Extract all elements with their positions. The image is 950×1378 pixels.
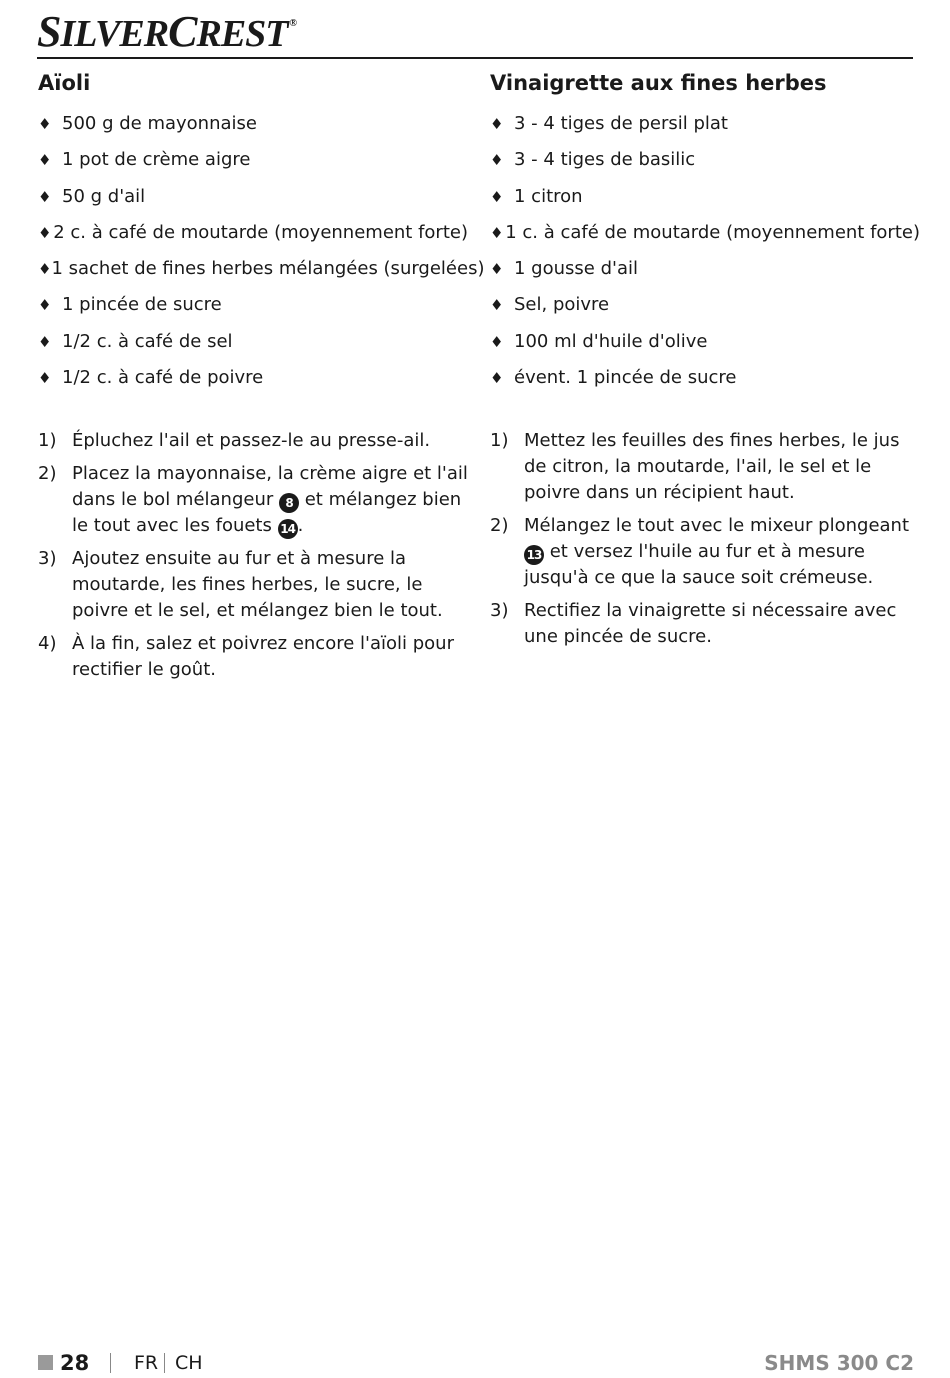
vinaigrette-ingredient-list xyxy=(490,106,920,396)
step-text xyxy=(524,428,920,506)
ingredient-text: 1 citron xyxy=(514,185,583,207)
ingredient-item xyxy=(490,360,920,396)
step-number: 2) xyxy=(490,515,509,536)
diamond-bullet-icon: ♦ xyxy=(38,260,52,279)
ingredient-item xyxy=(38,215,468,251)
aioli-title: Aïoli xyxy=(38,71,91,95)
ingredient-item xyxy=(38,179,468,215)
model-number: SHMS 300 C2 xyxy=(764,1351,914,1375)
ingredient-item xyxy=(38,324,468,360)
vinaigrette-title: Vinaigrette aux fines herbes xyxy=(490,71,827,95)
ingredient-item xyxy=(38,142,468,178)
ingredient-text: 1/2 c. à café de poivre xyxy=(62,367,264,389)
step-text-part: Rectifiez la vinaigrette si nécessaire avec une pincée de sucre. xyxy=(524,600,897,647)
language-code-fr: FR xyxy=(134,1352,159,1374)
diamond-bullet-icon: ♦ xyxy=(38,187,52,206)
step-text-part: et versez l'huile au fur et à mesure jusqu'à ce que la sauce soit crémeuse. xyxy=(524,541,874,588)
footer-square-icon xyxy=(38,1355,53,1370)
ingredient-text: 1/2 c. à café de sel xyxy=(62,330,233,352)
diamond-bullet-icon: ♦ xyxy=(490,151,504,170)
diamond-bullet-icon: ♦ xyxy=(38,115,52,133)
step-text-part: . xyxy=(297,515,304,536)
footer-divider xyxy=(164,1353,165,1373)
step-text-part: Ajoutez ensuite au fur et à mesure la moutarde, les fines herbes, le sucre, le poivre et le sel, et mélangez bien le tout. xyxy=(72,548,443,621)
ingredient-item xyxy=(38,287,468,323)
ingredient-text: 3 - 4 tiges de basilic xyxy=(514,149,696,171)
aioli-ingredient-list xyxy=(38,106,485,396)
ingredient-text: évent. 1 pincée de sucre xyxy=(514,367,737,389)
step-item xyxy=(490,428,920,506)
step-item xyxy=(38,546,468,624)
vinaigrette-column xyxy=(490,66,920,647)
diamond-bullet-icon: ♦ xyxy=(490,223,504,242)
ingredient-item xyxy=(38,251,485,287)
diamond-bullet-icon: ♦ xyxy=(490,332,504,351)
step-item xyxy=(38,631,468,683)
ingredient-item xyxy=(490,287,920,323)
diamond-bullet-icon: ♦ xyxy=(38,223,52,242)
ingredient-text: 1 pincée de sucre xyxy=(62,294,222,316)
step-text xyxy=(524,513,920,591)
registered-mark: ® xyxy=(289,18,297,29)
ingredient-text: 1 c. à café de moutarde (moyennement forte) xyxy=(505,221,920,243)
ingredient-item xyxy=(490,142,920,178)
diamond-bullet-icon: ♦ xyxy=(38,296,52,315)
ingredient-text: 1 gousse d'ail xyxy=(514,258,638,280)
header-rule xyxy=(37,57,913,59)
diamond-bullet-icon: ♦ xyxy=(490,187,504,206)
footer-divider xyxy=(110,1353,111,1373)
page-number: 28 xyxy=(60,1351,90,1375)
ingredient-text: 2 c. à café de moutarde (moyennement forte) xyxy=(53,221,468,243)
step-number: 1) xyxy=(490,430,509,451)
part-reference-badge: 14 xyxy=(278,519,298,539)
diamond-bullet-icon: ♦ xyxy=(490,115,504,133)
vinaigrette-step-list xyxy=(490,428,920,657)
part-reference-badge: 8 xyxy=(279,493,299,513)
diamond-bullet-icon: ♦ xyxy=(38,369,52,388)
step-text-part: Mettez les feuilles des fines herbes, le jus de citron, la moutarde, l'ail, le sel et le poivre dans un récipient haut. xyxy=(524,430,900,503)
step-text xyxy=(72,546,468,624)
step-text xyxy=(524,598,920,650)
part-reference-badge: 13 xyxy=(524,545,544,565)
ingredient-item xyxy=(490,215,920,251)
ingredient-text: Sel, poivre xyxy=(514,294,610,316)
step-text xyxy=(72,461,468,539)
step-text-part: Mélangez le tout avec le mixeur plongeant xyxy=(524,515,910,536)
diamond-bullet-icon: ♦ xyxy=(490,369,504,388)
ingredient-text: 1 pot de crème aigre xyxy=(62,149,251,171)
ingredient-text: 100 ml d'huile d'olive xyxy=(514,330,708,352)
diamond-bullet-icon: ♦ xyxy=(38,151,52,170)
diamond-bullet-icon: ♦ xyxy=(490,296,504,315)
aioli-column xyxy=(38,66,485,680)
step-text-part: Placez la mayonnaise, la crème aigre et l'ail dans le bol mélangeur xyxy=(72,463,468,510)
step-number: 2) xyxy=(38,463,57,484)
brand-logo: SILVERCREST ® xyxy=(37,7,297,56)
ingredient-item xyxy=(490,251,920,287)
step-item xyxy=(38,461,468,539)
ingredient-item xyxy=(38,360,468,396)
ingredient-text: 3 - 4 tiges de persil plat xyxy=(514,113,728,134)
step-number: 4) xyxy=(38,633,57,654)
ingredient-item xyxy=(38,106,468,142)
ingredient-item xyxy=(490,324,920,360)
step-item xyxy=(490,513,920,591)
step-number: 3) xyxy=(38,548,57,569)
step-text-part: Épluchez l'ail et passez-le au presse-ail. xyxy=(72,430,431,451)
ingredient-text: 500 g de mayonnaise xyxy=(62,113,257,134)
step-item xyxy=(38,428,468,454)
step-item xyxy=(490,598,920,650)
step-text xyxy=(72,631,468,683)
ingredient-item xyxy=(490,106,920,142)
ingredient-item xyxy=(490,179,920,215)
ingredient-text: 1 sachet de fines herbes mélangées (surgelées) xyxy=(51,258,485,280)
ingredient-text: 50 g d'ail xyxy=(62,185,146,207)
step-text xyxy=(72,428,468,454)
step-number: 3) xyxy=(490,600,509,621)
page-footer xyxy=(38,1348,914,1378)
diamond-bullet-icon: ♦ xyxy=(38,332,52,351)
step-number: 1) xyxy=(38,430,57,451)
step-text-part: À la fin, salez et poivrez encore l'aïoli pour rectifier le goût. xyxy=(72,633,454,680)
language-code-ch: CH xyxy=(175,1352,203,1374)
step-text-part: et mélangez bien le tout avec les fouets xyxy=(72,489,462,536)
diamond-bullet-icon: ♦ xyxy=(490,260,504,279)
aioli-step-list xyxy=(38,428,468,690)
